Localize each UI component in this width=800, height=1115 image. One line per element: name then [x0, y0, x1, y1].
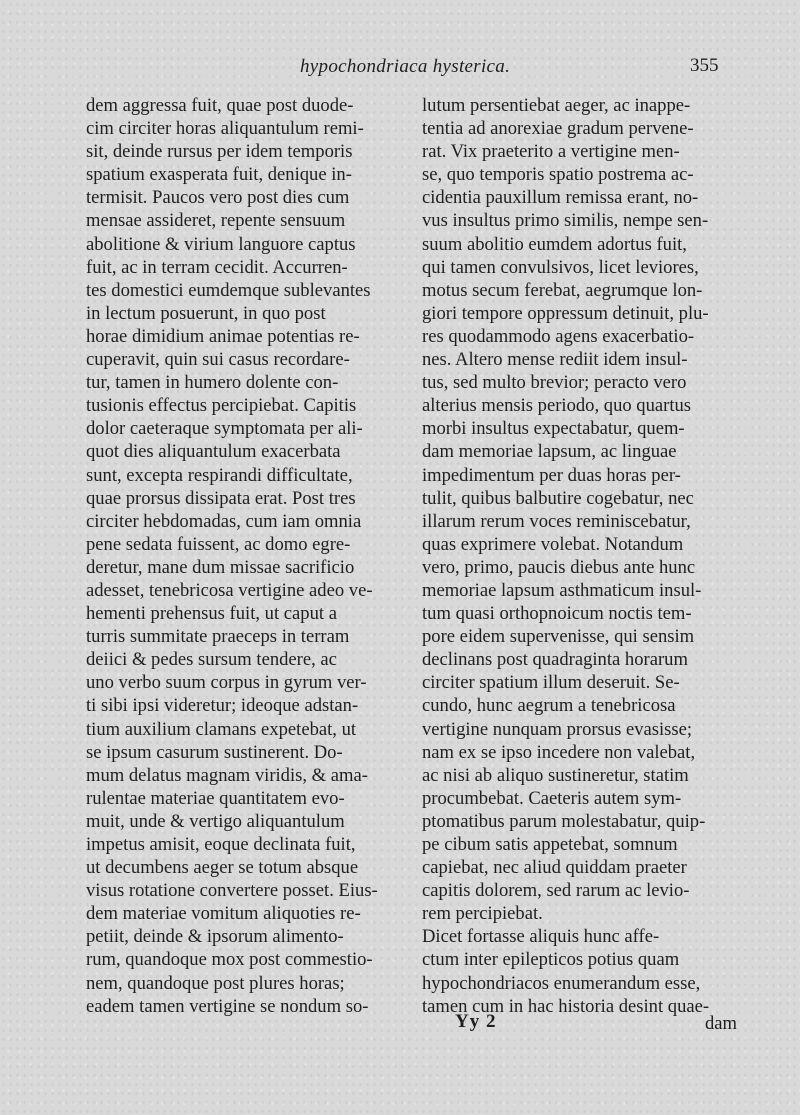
text-line: ti sibi ipsi videretur; ideoque adstan-	[86, 695, 359, 717]
text-line: horae dimidium animae potentias re-	[86, 325, 360, 347]
text-line: vus insultus primo similis, nempe sen-	[422, 210, 709, 232]
text-line: circiter spatium illum deseruit. Se-	[422, 672, 680, 694]
text-line: cidentia pauxillum remissa erant, no-	[422, 187, 699, 209]
text-line: ut decumbens aeger se totum absque	[86, 857, 359, 879]
text-line: tum quasi orthopnoicum noctis tem-	[422, 603, 692, 625]
text-line: tentia ad anorexiae gradum pervene-	[422, 118, 694, 140]
text-line: se, quo temporis spatio postrema ac-	[422, 164, 694, 186]
signature-mark: Yy 2	[455, 1011, 497, 1032]
text-line: rem percipiebat.	[422, 903, 543, 925]
text-line: rulentae materiae quantitatem evo-	[86, 787, 345, 809]
text-line: procumbebat. Caeteris autem sym-	[422, 787, 682, 809]
text-line: in lectum posuerunt, in quo post	[86, 302, 326, 324]
text-line: sunt, excepta respirandi difficultate,	[86, 464, 353, 486]
text-line: vertigine nunquam prorsus evasisse;	[422, 718, 693, 740]
text-line: pe cibum satis appetebat, somnum	[422, 834, 678, 855]
text-line: alterius mensis periodo, quo quartus	[422, 395, 692, 417]
text-line: adesset, tenebricosa vertigine adeo ve-	[86, 579, 373, 601]
text-line: tium auxilium clamans expetebat, ut	[86, 718, 357, 740]
text-line: ptomatibus parum molestabatur, quip-	[422, 810, 706, 832]
text-line: nam ex se ipso incedere non valebat,	[422, 741, 696, 763]
text-line: turris summitate praeceps in terram	[86, 626, 350, 648]
text-line: pore eidem supervenisse, qui sensim	[422, 626, 695, 648]
text-line: Dicet fortasse aliquis hunc affe-	[422, 926, 660, 948]
text-line: abolitione & virium languore captus	[86, 233, 356, 255]
text-line: cim circiter horas aliquantulum remi-	[86, 118, 364, 140]
text-line: nem, quandoque post plures horas;	[86, 972, 345, 994]
text-line: se ipsum casurum sustinerent. Do-	[86, 741, 343, 763]
text-line: spatium exasperata fuit, denique in-	[86, 164, 352, 186]
text-line: dolor caeteraque symptomata per ali-	[86, 418, 363, 440]
page-number: 355	[690, 55, 719, 76]
text-line: tur, tamen in humero dolente con-	[86, 372, 339, 394]
text-line: quot dies aliquantulum exacerbata	[86, 441, 341, 463]
text-line: morbi insultus expectabatur, quem-	[422, 418, 685, 440]
text-line: visus rotatione convertere posset. Eius-	[86, 880, 378, 902]
text-line: declinans post quadraginta horarum	[422, 649, 688, 671]
text-line: ac nisi ab aliquo sustineretur, statim	[422, 764, 689, 786]
text-line: impetus amisit, eoque declinata fuit,	[86, 834, 356, 855]
text-line: tus, sed multo brevior; peracto vero	[422, 372, 687, 394]
text-line: fuit, ac in terram cecidit. Accurren-	[86, 256, 348, 278]
text-line: ctum inter epilepticos potius quam	[422, 949, 680, 971]
text-line: giori tempore oppressum detinuit, plu-	[422, 302, 709, 324]
text-line: petiit, deinde & ipsorum alimento-	[86, 926, 344, 948]
text-line: mum delatus magnam viridis, & ama-	[86, 764, 368, 786]
text-line: tes domestici eumdemque sublevantes	[86, 279, 371, 301]
text-line: motus secum ferebat, aegrumque lon-	[422, 279, 703, 301]
text-line: termisit. Paucos vero post dies cum	[86, 187, 350, 209]
text-line: eadem tamen vertigine se nondum so-	[86, 995, 369, 1017]
text-line: qui tamen convulsivos, licet leviores,	[422, 256, 699, 278]
text-line: tusionis effectus percipiebat. Capitis	[86, 395, 357, 417]
text-line: memoriae lapsum asthmaticum insul-	[422, 579, 702, 601]
text-line: quae prorsus dissipata erat. Post tres	[86, 487, 356, 509]
text-line: vero, primo, paucis diebus ante hunc	[422, 556, 696, 578]
text-line: cundo, hunc aegrum a tenebricosa	[422, 695, 676, 717]
text-line: uno verbo suum corpus in gyrum ver-	[86, 672, 367, 694]
text-line: circiter hebdomadas, cum iam omnia	[86, 510, 362, 532]
text-line: dem materiae vomitum aliquoties re-	[86, 903, 361, 925]
text-line: sit, deinde rursus per idem temporis	[86, 141, 353, 163]
right-text-column	[422, 94, 747, 1018]
text-line: pene sedata fuissent, ac domo egre-	[86, 533, 351, 555]
running-head: hypochondriaca hysterica.	[300, 56, 511, 77]
text-line: dem aggressa fuit, quae post duode-	[86, 95, 354, 116]
text-line: deretur, mane dum missae sacrificio	[86, 556, 355, 578]
text-line: hypochondriacos enumerandum esse,	[422, 972, 701, 994]
text-line: nes. Altero mense rediit idem insul-	[422, 349, 688, 371]
catchword: dam	[705, 1013, 738, 1034]
text-line: capitis dolorem, sed rarum ac levio-	[422, 880, 690, 902]
text-line: lutum persentiebat aeger, ac inappe-	[422, 95, 691, 116]
text-line: res quodammodo agens exacerbatio-	[422, 325, 695, 347]
text-line: muit, unde & vertigo aliquantulum	[86, 810, 345, 832]
text-line: rat. Vix praeterito a vertigine men-	[422, 141, 680, 163]
text-line: illarum rerum voces reminiscebatur,	[422, 510, 691, 532]
text-line: impedimentum per duas horas per-	[422, 464, 681, 486]
text-line: hementi prehensus fuit, ut caput a	[86, 603, 337, 625]
text-line: capiebat, nec aliud quiddam praeter	[422, 857, 687, 879]
text-line: deiici & pedes sursum tendere, ac	[86, 649, 337, 671]
text-line: mensae assideret, repente sensuum	[86, 210, 346, 232]
text-line: tamen cum in hac historia desint quae-	[422, 995, 710, 1017]
text-line: rum, quandoque mox post commestio-	[86, 949, 373, 971]
text-line: cuperavit, quin sui casus recordare-	[86, 349, 350, 371]
text-line: tulit, quibus balbutire cogebatur, nec	[422, 487, 694, 509]
text-line: suum abolitio eumdem adortus fuit,	[422, 233, 687, 255]
text-line: quas exprimere volebat. Notandum	[422, 533, 684, 555]
text-line: dam memoriae lapsum, ac linguae	[422, 441, 677, 463]
left-text-column	[86, 94, 416, 1018]
